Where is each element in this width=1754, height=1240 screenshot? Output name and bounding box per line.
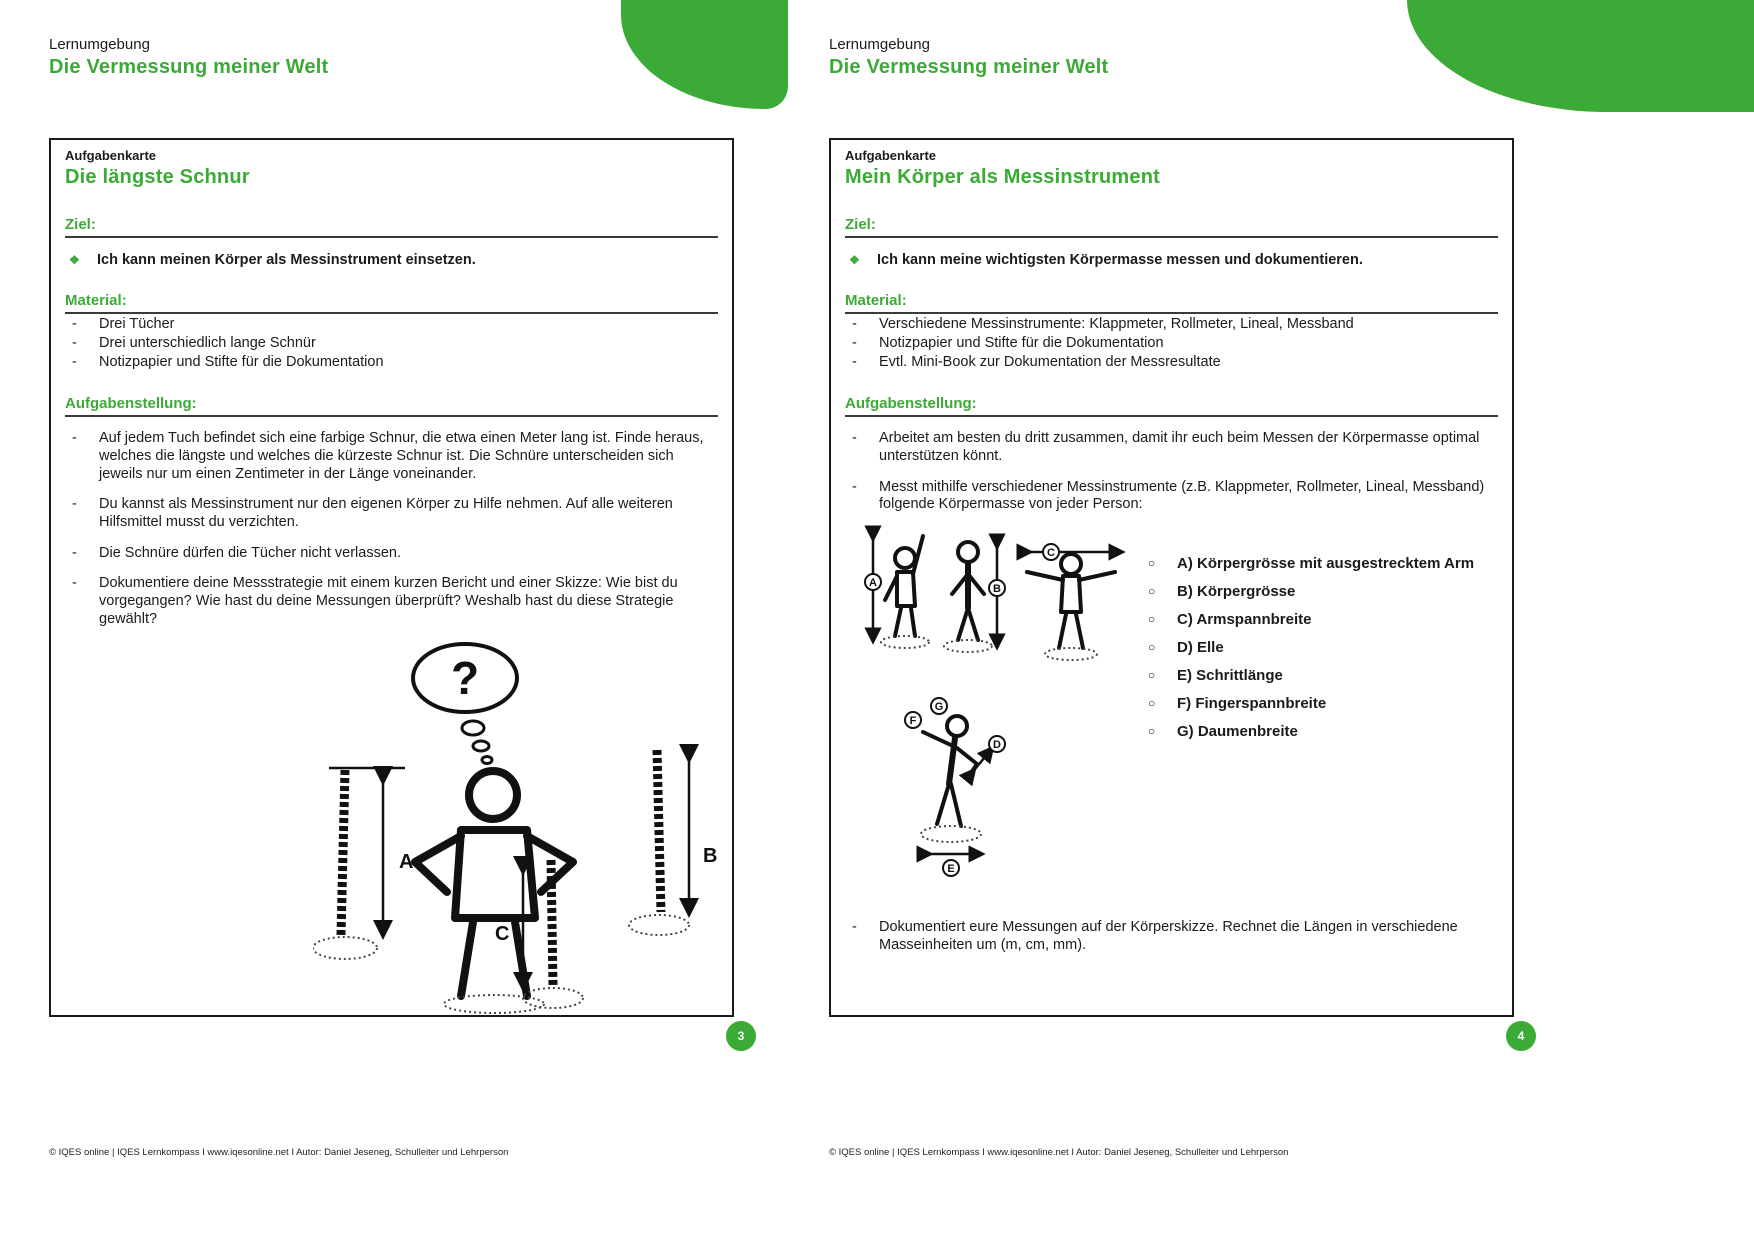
page2-header xyxy=(829,36,1529,79)
rope-a xyxy=(341,770,345,935)
body-measures-figure-row xyxy=(845,514,1498,906)
task-item: - Dokumentiert eure Messungen auf der Körperskizze. Rechnet die Längen in verschiedene Masseinheiten um (m, cm, mm). xyxy=(845,919,1498,954)
task-card-die-laengste-schnur xyxy=(49,138,734,1017)
page1-eyebrow: Lernumgebung xyxy=(49,36,150,53)
material-item: - Verschiedene Messinstrumente: Klappmeter, Rollmeter, Lineal, Messband xyxy=(845,316,1498,333)
material-item: - Drei unterschiedlich lange Schnür xyxy=(65,335,718,352)
page1-header xyxy=(49,36,749,79)
circled-label-a xyxy=(865,574,881,590)
material-item: - Evtl. Mini-Book zur Dokumentation der Messresultate xyxy=(845,354,1498,371)
svg-text:D: D xyxy=(993,739,1001,752)
page1-number-badge: 3 xyxy=(726,1021,756,1051)
figure-head xyxy=(469,771,517,819)
card2-goal: ❖ Ich kann meine wichtigsten Körpermasse messen und dokumentieren. xyxy=(845,252,1498,268)
card2-ziel-heading: Ziel: xyxy=(845,216,1498,238)
measurement-item: ○ D) Elle xyxy=(1145,639,1505,656)
card1-material-heading: Material: xyxy=(65,292,718,314)
circled-label-f xyxy=(905,712,921,728)
card1-label: Aufgabenkarte xyxy=(65,148,157,163)
circled-label-g xyxy=(931,698,947,714)
rope-b-label: B xyxy=(703,845,718,867)
measurement-item: ○ E) Schrittlänge xyxy=(1145,667,1505,684)
task-item: - Auf jedem Tuch befindet sich eine farbige Schnur, die etwa einen Meter lang ist. Finde heraus, welches die längste und welches die kürzeste Schnur ist. Die Schnüre unterscheiden sich jeweils nur um einen Zentimeter in der Länge voneinander. xyxy=(65,430,718,483)
task-card-mein-koerper-als-messinstrument xyxy=(829,138,1514,1017)
material-item: - Drei Tücher xyxy=(65,316,718,333)
measurement-item: ○ F) Fingerspannbreite xyxy=(1145,695,1505,712)
svg-text:B: B xyxy=(993,583,1001,596)
measurement-item: ○ C) Armspannbreite xyxy=(1145,611,1505,628)
measurement-item: ○ G) Daumenbreite xyxy=(1145,723,1505,740)
card1-goal: ❖ Ich kann meinen Körper als Messinstrument einsetzen. xyxy=(65,252,718,268)
circled-label-c xyxy=(1043,544,1059,560)
rope-c xyxy=(551,860,553,986)
material-item: - Notizpapier und Stifte für die Dokumentation xyxy=(65,354,718,371)
page2-number-badge: 4 xyxy=(1506,1021,1536,1051)
body-measuring-figures-illustration xyxy=(855,522,1147,900)
rope-c-label: C xyxy=(495,923,510,945)
task-item: - Arbeitet am besten du dritt zusammen, damit ihr euch beim Messen der Körpermasse optimal unterstützen könnt. xyxy=(845,430,1498,465)
card2-label: Aufgabenkarte xyxy=(845,148,937,163)
rope-b xyxy=(657,750,661,912)
body-measurements-list xyxy=(1145,544,1505,740)
page1-title: Die Vermessung meiner Welt xyxy=(49,56,329,78)
card1-ziel-heading: Ziel: xyxy=(65,216,718,238)
svg-text:E: E xyxy=(947,863,955,876)
material-item: - Notizpapier und Stifte für die Dokumentation xyxy=(845,335,1498,352)
measurement-item: ○ B) Körpergrösse xyxy=(1145,583,1505,600)
svg-text:C: C xyxy=(1047,547,1055,560)
question-mark: ? xyxy=(450,652,480,704)
strings-thinking-figure-illustration xyxy=(313,630,745,1017)
card2-material-heading: Material: xyxy=(845,292,1498,314)
card1-title: Die längste Schnur xyxy=(65,166,250,188)
circled-label-e xyxy=(943,860,959,876)
circled-label-b xyxy=(989,580,1005,596)
svg-text:G: G xyxy=(934,701,944,714)
rope-a-label: A xyxy=(399,851,414,873)
task-item: - Dokumentiere deine Messstrategie mit einem kurzen Bericht und einer Skizze: Wie bist du vorgegangen? Wie hast du deine Messungen überprüft? Weshalb hast du diese Strategie gewählt? xyxy=(65,575,718,628)
task-item: - Messt mithilfe verschiedener Messinstrumente (z.B. Klappmeter, Rollmeter, Lineal, Messband) folgende Körpermasse von jeder Person: xyxy=(845,479,1498,514)
page2-title: Die Vermessung meiner Welt xyxy=(829,56,1109,78)
task-item: - Die Schnüre dürfen die Tücher nicht verlassen. xyxy=(65,545,718,563)
card2-title: Mein Körper als Messinstrument xyxy=(845,166,1160,188)
card2-aufgabe-heading: Aufgabenstellung: xyxy=(845,395,1498,417)
card1-aufgabe-heading: Aufgabenstellung: xyxy=(65,395,718,417)
svg-text:A: A xyxy=(869,577,877,590)
measurement-item: ○ A) Körpergrösse mit ausgestrecktem Arm xyxy=(1145,555,1505,572)
page2-footer: © IQES online | IQES Lernkompass I www.iqesonline.net I Autor: Daniel Jeseneg, Schulleiter und Lehrperson xyxy=(829,1147,1289,1158)
svg-text:F: F xyxy=(909,715,917,728)
circled-label-d xyxy=(989,736,1005,752)
task-item: - Du kannst als Messinstrument nur den eigenen Körper zu Hilfe nehmen. Auf alle weiteren Hilfsmittel musst du verzichten. xyxy=(65,496,718,531)
page2-eyebrow: Lernumgebung xyxy=(829,36,930,53)
page1-footer: © IQES online | IQES Lernkompass I www.iqesonline.net I Autor: Daniel Jeseneg, Schulleiter und Lehrperson xyxy=(49,1147,509,1158)
